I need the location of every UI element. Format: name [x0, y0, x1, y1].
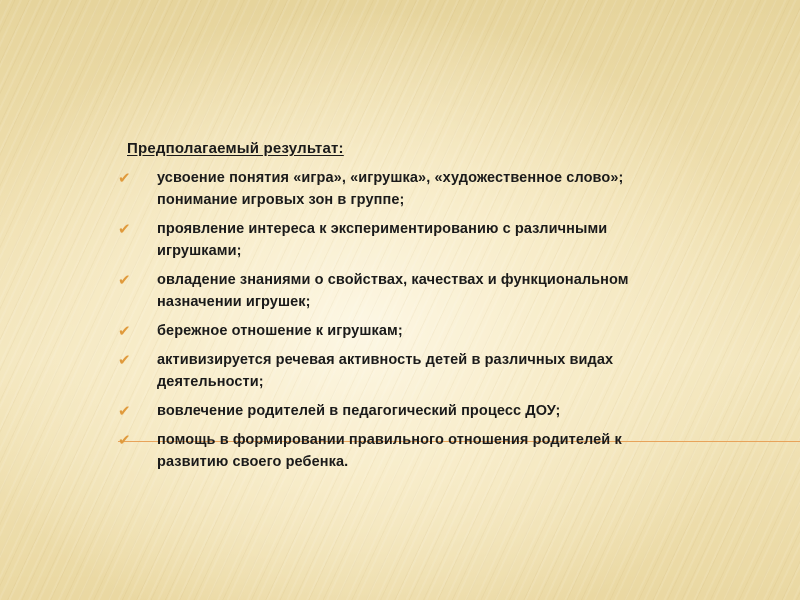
list-item-text: усвоение понятия «игра», «игрушка», «художественное слово»; понимание игровых зон в группе;: [157, 170, 624, 208]
list-item-text: активизируется речевая активность детей в различных видах деятельности;: [157, 352, 614, 390]
checkmark-icon: ✔: [118, 402, 131, 420]
list-item: [118, 320, 678, 342]
checkmark-icon: ✔: [118, 431, 131, 449]
list-item: [118, 429, 678, 473]
list-item-text: овладение знаниями о свойствах, качествах и функциональном назначении игрушек;: [157, 272, 629, 310]
list-item-text: бережное отношение к игрушкам;: [157, 323, 403, 339]
checkmark-icon: ✔: [118, 220, 131, 238]
results-list: [118, 167, 678, 480]
checkmark-icon: ✔: [118, 351, 131, 369]
list-item: [118, 218, 678, 262]
list-item: [118, 400, 678, 422]
list-item: [118, 349, 678, 393]
list-item-text: вовлечение родителей в педагогический процесс ДОУ;: [157, 403, 561, 419]
list-item-text: проявление интереса к экспериментированию с различными игрушками;: [157, 221, 608, 259]
list-item: [118, 167, 678, 211]
slide-title: Предполагаемый результат:: [127, 140, 344, 157]
checkmark-icon: ✔: [118, 271, 131, 289]
checkmark-icon: ✔: [118, 169, 131, 187]
list-item: [118, 269, 678, 313]
list-item-text: помощь в формировании правильного отношения родителей к развитию своего ребенка.: [157, 432, 622, 470]
checkmark-icon: ✔: [118, 322, 131, 340]
